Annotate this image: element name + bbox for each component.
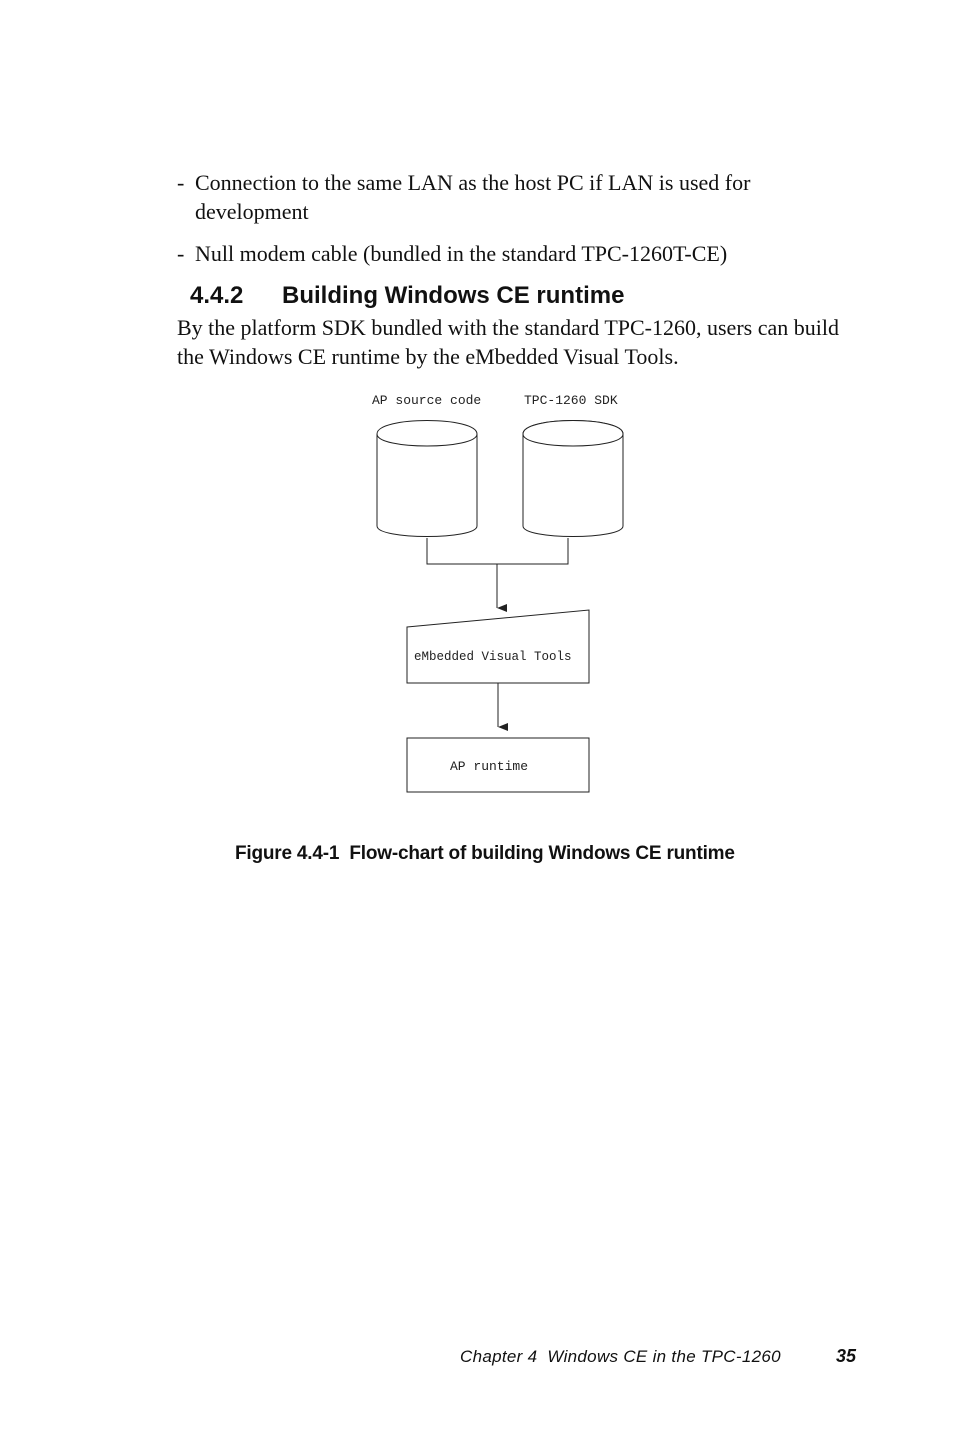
bullet-text: Connection to the same LAN as the host PC if LAN is used for development: [195, 170, 751, 224]
footer-chapter: Chapter 4 Windows CE in the TPC-1260: [460, 1347, 781, 1366]
runtime-label: AP runtime: [450, 759, 529, 774]
merge-connector: [427, 538, 568, 564]
tools-label: eMbedded Visual Tools: [414, 650, 572, 664]
page-footer: [460, 1346, 856, 1367]
page-number: 35: [836, 1346, 857, 1366]
body-paragraph: By the platform SDK bundled with the standard TPC-1260, users can build the Windows CE runtime by the eMbedded Visual Tools.: [177, 315, 839, 369]
sdk-label: TPC-1260 SDK: [524, 393, 618, 408]
figure-caption: Figure 4.4-1 Flow-chart of building Windows CE runtime: [235, 843, 735, 864]
bullet-item: [177, 168, 815, 226]
visual-tools-box: [407, 610, 589, 683]
source-code-database: [377, 421, 477, 537]
bullet-dash: -: [177, 170, 185, 195]
section-title: Building Windows CE runtime: [282, 282, 625, 309]
flowchart-diagram: [360, 388, 618, 798]
section-number: 4.4.2: [190, 282, 244, 309]
source-code-label: AP source code: [372, 393, 482, 408]
section-heading: [190, 282, 624, 310]
bullet-text: Null modem cable (bundled in the standard TPC-1260T-CE): [195, 241, 728, 266]
bullet-item: [177, 239, 815, 268]
sdk-database: [523, 421, 623, 537]
bullet-dash: -: [177, 241, 185, 266]
